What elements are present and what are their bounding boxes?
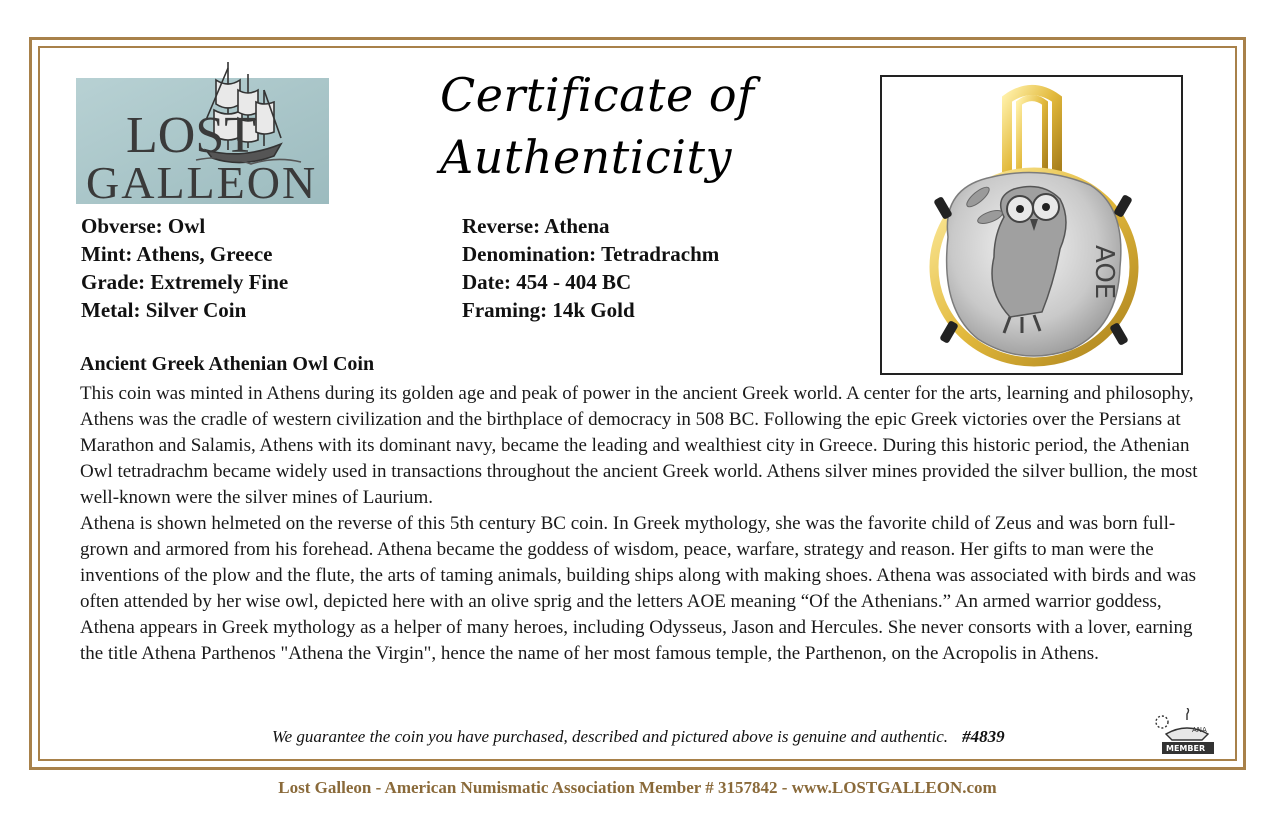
detail-metal: Metal: Silver Coin [81, 298, 247, 322]
guarantee-statement [272, 727, 1005, 747]
coin-details-right [462, 212, 719, 324]
certificate-number: #4839 [962, 727, 1005, 746]
ana-member-badge [1152, 708, 1222, 756]
coin-details-left [81, 212, 288, 324]
logo-text-galleon: GALLEON [86, 157, 318, 204]
description-paragraph-2: Athena is shown helmeted on the reverse of this 5th century BC coin. In Greek mythology, she was the favorite child of Zeus and was born full-grown and armored from his forehead. Athena became the goddess of wisdom, peace, warfare, strategy and reason. Her gifts to man were the inventions of the plow and the flute, the arts of taming animals, building ships along with making shoes. Athena was associated with birds and was often attended by her wise owl, depicted here with an olive sprig and the letters AOE meaning “Of the Athenians.” An armed warrior goddess, Athena appears in Greek mythology as a helper of many heroes, including Odysseus, Jason and Hercules. She never consorts with a lover, earning the title Athena Parthenos "Athena the Virgin", hence the name of her most famous temple, the Parthenon, on the Acropolis in Athens. [80, 513, 1197, 664]
logo-text-lost: LOST [126, 107, 256, 164]
pendant-bail-icon [1007, 90, 1057, 172]
detail-reverse: Reverse: Athena [462, 214, 610, 238]
detail-grade: Grade: Extremely Fine [81, 270, 289, 294]
description-body [80, 381, 1220, 667]
detail-obverse: Obverse: Owl [81, 214, 206, 238]
ana-badge-top: ANA [1192, 726, 1207, 734]
title-line-1: Certificate of [440, 68, 755, 122]
ana-lamp-icon [1156, 708, 1208, 740]
description-heading: Ancient Greek Athenian Owl Coin [80, 353, 375, 375]
ana-badge-label: MEMBER [1166, 744, 1206, 753]
detail-denomination: Denomination: Tetradrachm [462, 242, 720, 266]
owl-coin-pendant-image [882, 77, 1181, 373]
description-paragraph-1: This coin was minted in Athens during its golden age and peak of power in the ancient Greek world. A center for the arts, learning and philosophy, Athens was the cradle of western civilization and the birthplace of democracy in 508 BC. Following the epic Greek victories over the Persians at Marathon and Salamis, Athens with its dominant navy, became the leading and wealthiest city in Greece. During this historic period, the Athenian Owl tetradrachm became widely used in transactions throughout the ancient Greek world. Athens silver mines provided the silver bullion, the most well-known were the silver mines of Laurium. [80, 383, 1198, 508]
guarantee-text: We guarantee the coin you have purchased, described and pictured above is genuine and authentic. [272, 727, 949, 746]
title-line-2: Authenticity [440, 130, 732, 184]
detail-framing: Framing: 14k Gold [462, 298, 635, 322]
lost-galleon-logo [76, 60, 329, 204]
coin-legend-text: AOE [1089, 245, 1119, 300]
detail-date: Date: 454 - 404 BC [462, 270, 632, 294]
footer-text: Lost Galleon - American Numismatic Association Member # 3157842 - www.LOSTGALLEON.com [278, 778, 997, 797]
coin-photo-frame [880, 75, 1183, 375]
certificate-title [440, 64, 770, 188]
detail-mint: Mint: Athens, Greece [81, 242, 273, 266]
